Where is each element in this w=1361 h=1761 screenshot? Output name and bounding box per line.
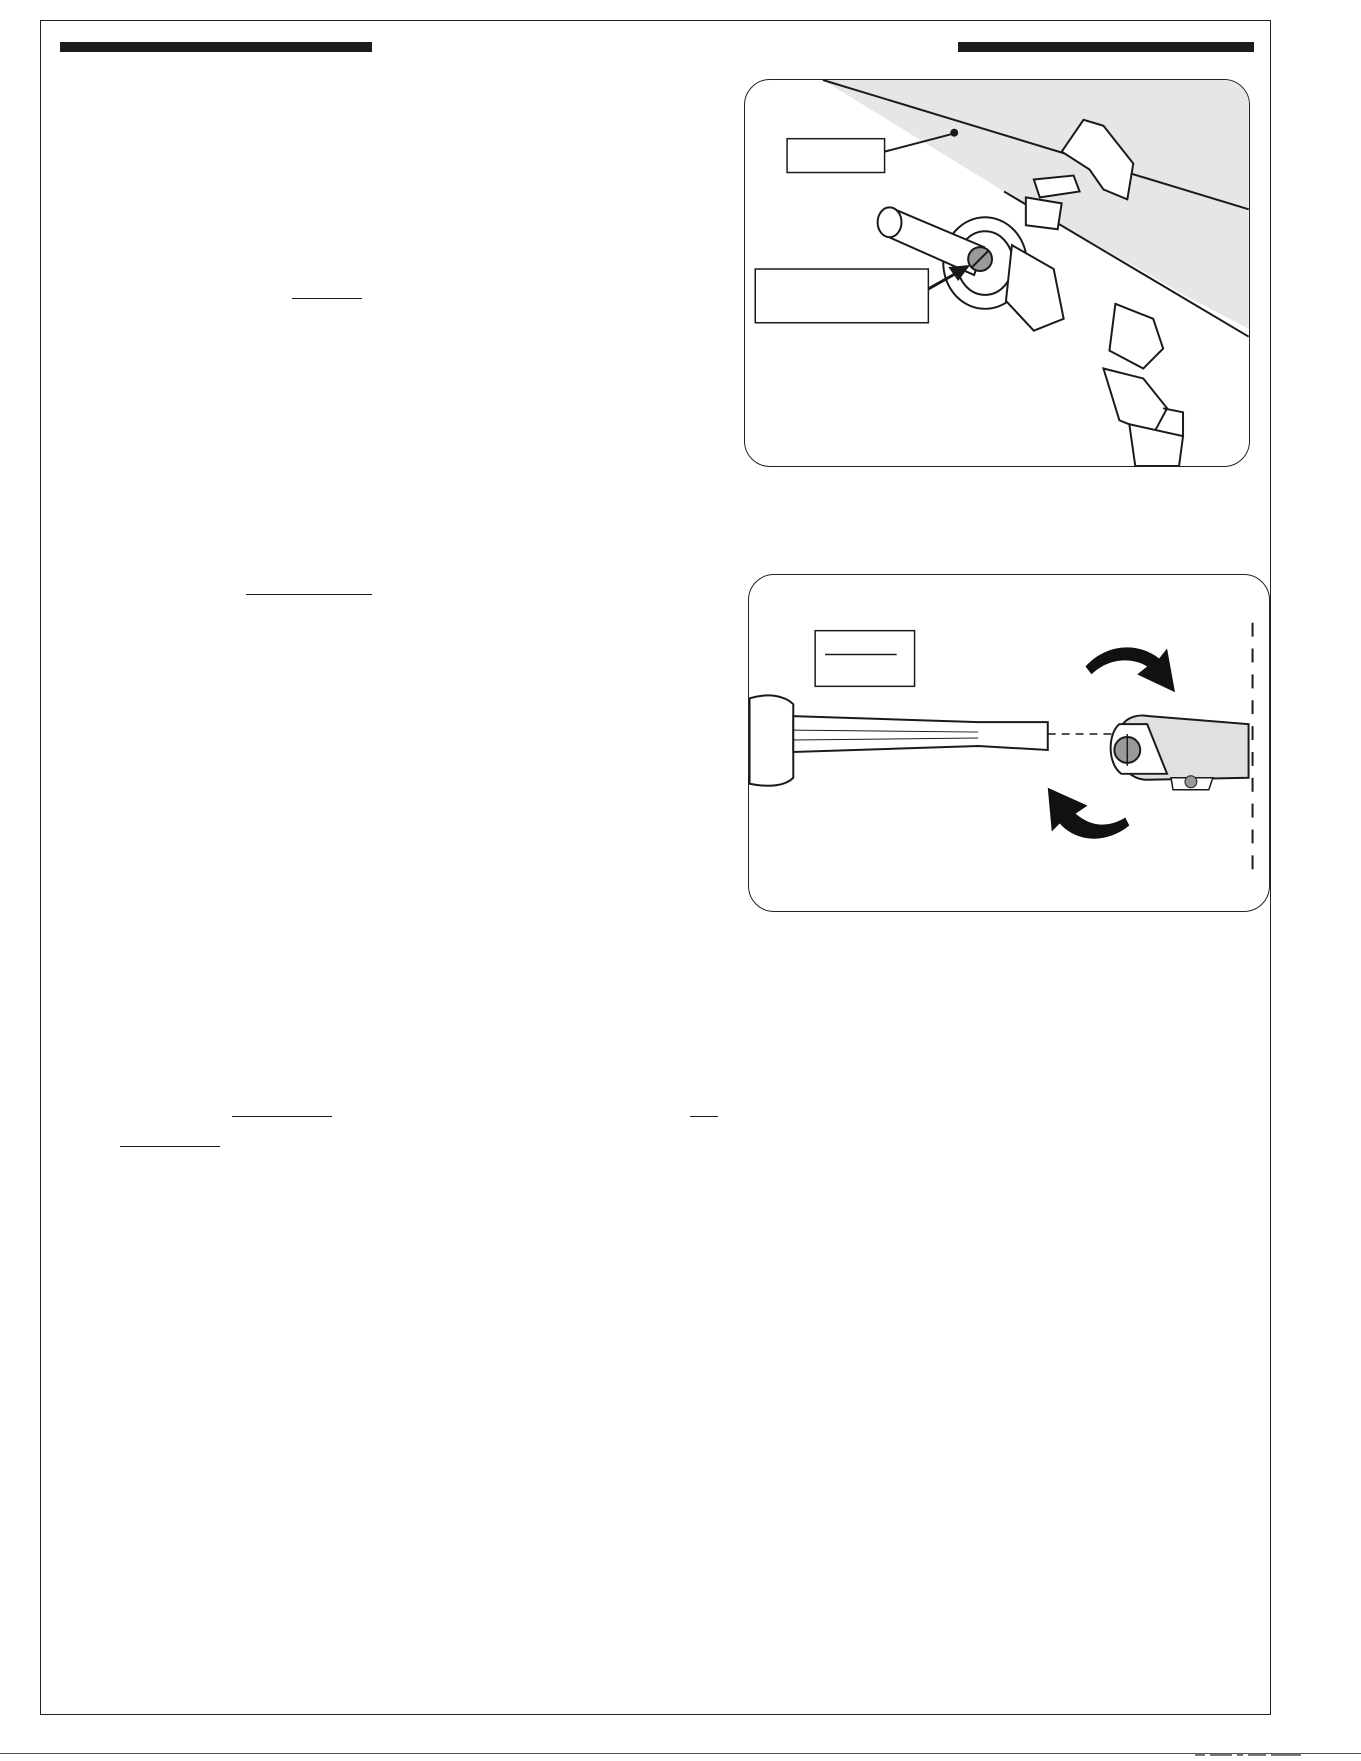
blank-underline-1 <box>292 298 362 299</box>
valve-illustration <box>745 80 1249 466</box>
header-rule-right <box>958 42 1254 52</box>
blank-underline-3 <box>232 1116 332 1117</box>
scan-artifact-marks <box>1195 1754 1355 1761</box>
figure-valve-under-manifold <box>744 79 1250 467</box>
callout-box-screw <box>755 269 928 323</box>
callout-box-manifold <box>787 139 884 173</box>
figure-screwdriver-adjustment <box>748 574 1270 912</box>
blank-underline-2 <box>246 594 372 595</box>
callout-box-note <box>815 631 914 687</box>
blank-underline-4 <box>690 1116 718 1117</box>
header-rule-left <box>60 42 372 52</box>
clockwise-arrow-icon <box>1086 647 1175 692</box>
page-bottom-rule <box>0 1753 1361 1754</box>
screwdriver-illustration <box>749 575 1269 911</box>
blank-underline-5 <box>120 1146 220 1147</box>
counterclockwise-arrow-icon <box>1048 788 1130 839</box>
